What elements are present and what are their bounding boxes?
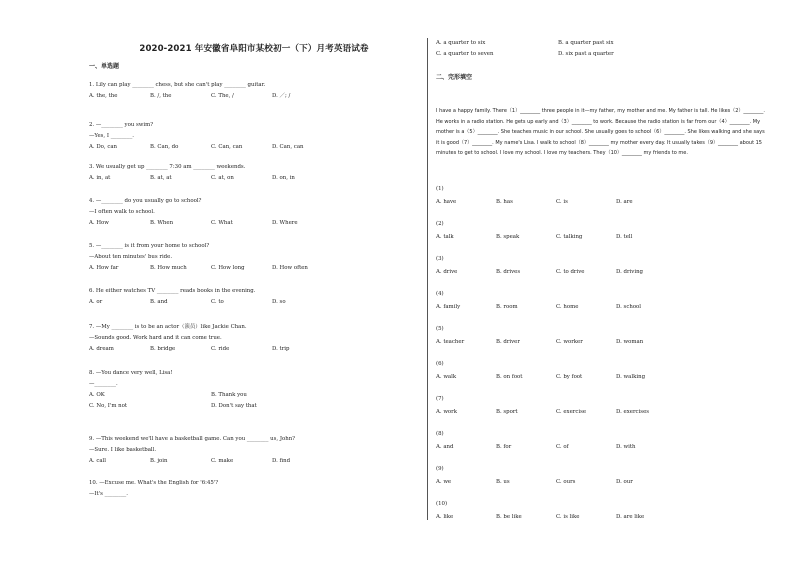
cloze-option-b[interactable]: B. room	[496, 304, 518, 310]
cloze-options-row	[436, 197, 766, 207]
exam-title: 2020-2021 年安徽省阜阳市某校初一（下）月考英语试卷	[139, 44, 369, 54]
cloze-option-c[interactable]: C. exercise	[556, 409, 587, 415]
cloze-question-number: (4)	[436, 291, 444, 297]
mc-question-stem: —It's ________.	[89, 491, 128, 497]
cloze-question-8	[436, 429, 766, 452]
cloze-option-c[interactable]: C. to drive	[556, 269, 585, 275]
cloze-options-row	[436, 337, 766, 347]
mc-option-a[interactable]: A. in, at	[89, 175, 111, 181]
mc-question-stem: 8. —You dance very well, Lisa!	[89, 370, 173, 376]
mc-question-9	[89, 434, 419, 467]
section-heading-cloze: 二、完形填空	[436, 74, 473, 81]
cloze-question-number: (2)	[436, 221, 444, 227]
cloze-option-c[interactable]: C. worker	[556, 339, 583, 345]
mc-option-a[interactable]: A. call	[89, 458, 107, 464]
mc-question-stem: 7. —My ________ is to be an actor（演员）like Jackie Chan.	[89, 324, 247, 330]
cloze-option-a[interactable]: A. have	[436, 199, 457, 205]
q10-option-d[interactable]: D. six past a quarter	[558, 51, 614, 57]
cloze-option-b[interactable]: B. us	[496, 479, 510, 485]
mc-option-d[interactable]: D. so	[272, 299, 286, 305]
cloze-option-d[interactable]: D. walking	[616, 374, 646, 380]
mc-options-row	[89, 142, 419, 153]
cloze-question-10	[436, 499, 766, 522]
q10-options-row-1	[436, 38, 766, 49]
cloze-option-b[interactable]: B. be like	[496, 514, 522, 520]
cloze-question-number: (7)	[436, 396, 444, 402]
mc-question-stem: 3. We usually get up ________ 7:30 am ________ weekends.	[89, 164, 246, 170]
mc-option-c[interactable]: C. ride	[211, 346, 230, 352]
cloze-question-number: (9)	[436, 466, 444, 472]
mc-question-stem: —Sure. I like basketball.	[89, 447, 157, 453]
mc-option-b[interactable]: B. /, the	[150, 93, 172, 99]
cloze-option-d[interactable]: D. with	[616, 444, 636, 450]
cloze-option-c[interactable]: C. is like	[556, 514, 580, 520]
cloze-question-7	[436, 394, 766, 417]
mc-question-stem: —About ten minutes' bus ride.	[89, 254, 173, 260]
cloze-option-a[interactable]: A. drive	[436, 269, 458, 275]
cloze-option-c[interactable]: C. by foot	[556, 374, 583, 380]
q10-options-row-2	[436, 49, 766, 60]
mc-option-d[interactable]: D. trip	[272, 346, 290, 352]
mc-option-c[interactable]: C. make	[211, 458, 234, 464]
mc-option-c[interactable]: C. Can, can	[211, 144, 243, 150]
q10-option-b[interactable]: B. a quarter past six	[558, 40, 614, 46]
cloze-question-number: (5)	[436, 326, 444, 332]
cloze-question-9	[436, 464, 766, 487]
mc-option-d[interactable]: D. Can, can	[272, 144, 304, 150]
cloze-option-a[interactable]: A. like	[436, 514, 454, 520]
cloze-question-number: (10)	[436, 501, 448, 507]
mc-question-stem: 10. —Excuse me. What's the English for '6:45'?	[89, 480, 219, 486]
cloze-question-number: (6)	[436, 361, 444, 367]
cloze-options-row	[436, 442, 766, 452]
mc-question-stem: 9. —This weekend we'll have a basketball game. Can you ________ us, John?	[89, 436, 296, 442]
cloze-passage: I have a happy family. There（1）________ three people in it—my father, my mother and me. My father is tall. He likes（2）________. He works in a radio station. He gets up early and（3）________ to work. Because the radio station is far from our（4）________. My mother is a（5）________. She teaches music in our school. She usually goes to school（6）________. She likes walking and she says it is good（7）________. My name's Lisa. I walk to school（8）________ my mother every day. It usually takes（9）________ about 15 minutes to get to school. I love my school. I love my teachers. They（10）________ my friends to me.	[436, 108, 766, 157]
mc-option-b[interactable]: B. join	[150, 458, 168, 464]
mc-option-d[interactable]: D. on, in	[272, 175, 295, 181]
cloze-option-a[interactable]: A. teacher	[436, 339, 465, 345]
cloze-option-d[interactable]: D. are like	[616, 514, 645, 520]
mc-option-b[interactable]: B. at, at	[150, 175, 172, 181]
q10-option-a[interactable]: A. a quarter to six	[436, 40, 486, 46]
cloze-option-d[interactable]: D. are	[616, 199, 633, 205]
cloze-option-c[interactable]: C. home	[556, 304, 579, 310]
cloze-option-d[interactable]: D. driving	[616, 269, 644, 275]
mc-question-10	[89, 478, 419, 500]
cloze-question-2	[436, 219, 766, 242]
mc-option-b[interactable]: B. When	[150, 220, 174, 226]
mc-option-b[interactable]: B. How much	[150, 265, 187, 271]
mc-option-d[interactable]: D. Don't say that	[211, 403, 257, 409]
mc-option-d[interactable]: D. ／; /	[272, 93, 291, 99]
cloze-option-a[interactable]: A. family	[436, 304, 461, 310]
cloze-option-b[interactable]: B. drives	[496, 269, 521, 275]
mc-option-d[interactable]: D. Where	[272, 220, 298, 226]
mc-option-a[interactable]: A. the, the	[89, 93, 118, 99]
mc-option-a[interactable]: A. or	[89, 299, 103, 305]
mc-options-row	[89, 456, 419, 467]
mc-question-8	[89, 368, 419, 412]
cloze-options-row	[436, 407, 766, 417]
cloze-options-row	[436, 512, 766, 522]
mc-option-b[interactable]: B. bridge	[150, 346, 176, 352]
cloze-options-row	[436, 372, 766, 382]
mc-option-a[interactable]: A. OK	[89, 392, 105, 398]
cloze-option-a[interactable]: A. work	[436, 409, 458, 415]
mc-option-c[interactable]: C. The, /	[211, 93, 234, 99]
cloze-question-number: (3)	[436, 256, 444, 262]
mc-option-c[interactable]: C. to	[211, 299, 224, 305]
cloze-option-d[interactable]: D. our	[616, 479, 633, 485]
mc-question-2	[89, 120, 419, 153]
mc-option-c[interactable]: C. at, on	[211, 175, 234, 181]
mc-option-b[interactable]: B. Thank you	[211, 392, 247, 398]
mc-options-row	[89, 218, 419, 229]
mc-option-a[interactable]: A. Do, can	[89, 144, 118, 150]
cloze-question-number: (8)	[436, 431, 444, 437]
section-heading-mc: 一、单选题	[89, 63, 120, 70]
cloze-options-row	[436, 302, 766, 312]
cloze-option-d[interactable]: D. school	[616, 304, 642, 310]
mc-options-row	[89, 401, 419, 412]
cloze-question-4	[436, 289, 766, 312]
cloze-option-b[interactable]: B. on foot	[496, 374, 523, 380]
mc-question-stem: 2. —________ you swim?	[89, 122, 154, 128]
q10-option-c[interactable]: C. a quarter to seven	[436, 51, 494, 57]
mc-question-5	[89, 241, 419, 274]
mc-question-stem: 4. —________ do you usually go to school?	[89, 198, 202, 204]
mc-question-4	[89, 196, 419, 229]
mc-option-a[interactable]: A. How far	[89, 265, 119, 271]
mc-option-c[interactable]: C. No, I'm not	[89, 403, 128, 409]
mc-option-c[interactable]: C. How long	[211, 265, 245, 271]
cloze-question-number: (1)	[436, 186, 444, 192]
mc-question-3	[89, 162, 419, 184]
mc-options-row	[89, 91, 419, 102]
cloze-option-b[interactable]: B. sport	[496, 409, 518, 415]
mc-question-stem: —Yes, I ________.	[89, 133, 134, 139]
mc-question-stem: 5. —________ is it from your home to school?	[89, 243, 210, 249]
cloze-options-row	[436, 267, 766, 277]
mc-option-b[interactable]: B. Can, do	[150, 144, 179, 150]
mc-question-stem: 1. Lily can play ________ chess, but she can't play ________ guitar.	[89, 82, 266, 88]
cloze-option-a[interactable]: A. we	[436, 479, 452, 485]
cloze-option-b[interactable]: B. has	[496, 199, 513, 205]
mc-question-stem: 6. He either watches TV ________ reads books in the evening.	[89, 288, 256, 294]
mc-options-row	[89, 344, 419, 355]
cloze-option-d[interactable]: D. tell	[616, 234, 633, 240]
mc-option-a[interactable]: A. How	[89, 220, 109, 226]
column-divider	[427, 38, 428, 520]
mc-options-row	[89, 390, 419, 401]
mc-option-b[interactable]: B. and	[150, 299, 168, 305]
cloze-question-6	[436, 359, 766, 382]
cloze-option-c[interactable]: C. of	[556, 444, 569, 450]
cloze-option-d[interactable]: D. exercises	[616, 409, 650, 415]
cloze-option-a[interactable]: A. talk	[436, 234, 454, 240]
mc-option-d[interactable]: D. find	[272, 458, 291, 464]
cloze-options-row	[436, 232, 766, 242]
mc-options-row	[89, 263, 419, 274]
q10-options	[436, 38, 766, 60]
cloze-option-d[interactable]: D. woman	[616, 339, 644, 345]
mc-option-c[interactable]: C. What	[211, 220, 233, 226]
cloze-option-a[interactable]: A. walk	[436, 374, 457, 380]
cloze-option-c[interactable]: C. is	[556, 199, 568, 205]
mc-option-a[interactable]: A. dream	[89, 346, 114, 352]
cloze-option-b[interactable]: B. for	[496, 444, 512, 450]
cloze-question-3	[436, 254, 766, 277]
mc-question-1	[89, 80, 419, 102]
cloze-question-5	[436, 324, 766, 347]
cloze-options-row	[436, 477, 766, 487]
cloze-option-c[interactable]: C. ours	[556, 479, 576, 485]
mc-option-d[interactable]: D. How often	[272, 265, 308, 271]
mc-question-6	[89, 286, 419, 308]
mc-question-stem: —Sounds good. Work hard and it can come true.	[89, 335, 222, 341]
cloze-question-1	[436, 184, 766, 207]
cloze-option-b[interactable]: B. speak	[496, 234, 520, 240]
cloze-option-c[interactable]: C. talking	[556, 234, 583, 240]
mc-question-stem: —I often walk to school.	[89, 209, 155, 215]
mc-options-row	[89, 173, 419, 184]
cloze-option-a[interactable]: A. and	[436, 444, 454, 450]
mc-question-stem: —________.	[89, 381, 118, 387]
mc-options-row	[89, 297, 419, 308]
mc-question-7	[89, 322, 419, 355]
cloze-option-b[interactable]: B. driver	[496, 339, 520, 345]
